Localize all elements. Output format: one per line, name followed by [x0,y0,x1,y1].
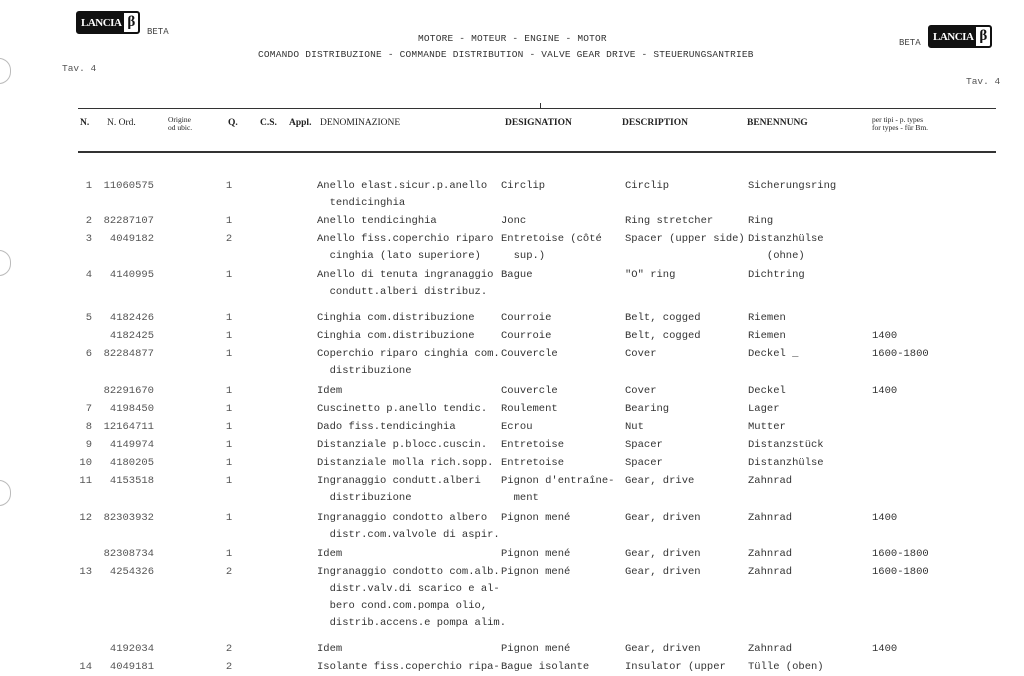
cell-order-number: 4049182 [109,233,154,245]
cell-quantity: 1 [225,512,233,524]
cell-benennung: Distanzhülse (ohne) [748,233,824,262]
plate-number-left: Tav. 4 [62,63,97,74]
cell-quantity: 1 [225,548,233,560]
cell-types: 1400 [872,512,898,524]
cell-denominazione: Distanziale molla rich.sopp. [317,457,494,469]
cell-description: Gear, driven [625,512,701,524]
lancia-logo-left [76,11,140,34]
cell-denominazione: Isolante fiss.coperchio ripa- [317,661,500,673]
cell-designation: Pignon mené [501,548,571,560]
cell-description: Nut [625,421,644,433]
model-label-left: BETA [147,27,169,37]
cell-denominazione: Idem [317,385,343,397]
cell-benennung: Distanzstück [748,439,824,451]
cell-quantity: 1 [225,348,233,360]
cell-item-number: 4 [85,269,92,281]
cell-item-number: 11 [79,475,92,487]
cell-benennung: Sicherungsring [748,180,837,192]
col-header-types [872,116,928,131]
cell-item-number: 5 [85,312,92,324]
cell-designation: Courroie [501,330,552,342]
cell-item-number: 12 [79,512,92,524]
col-header-designation: DESIGNATION [505,118,572,128]
table-header-rule [78,151,996,153]
binder-hole-mark [0,250,11,276]
cell-denominazione: Anello elast.sicur.p.anello tendicinghia [317,180,488,209]
col-header-origine [168,116,192,131]
cell-quantity: 2 [225,643,233,655]
cell-designation: Circlip [501,180,546,192]
cell-order-number: 4198450 [109,403,154,415]
section-title: MOTORE - MOTEUR - ENGINE - MOTOR [418,33,607,44]
cell-denominazione: Anello tendicinghia [317,215,437,227]
cell-quantity: 1 [225,180,233,192]
col-header-q: Q. [228,118,238,128]
binder-hole-mark [0,480,11,506]
cell-item-number: 1 [85,180,92,192]
cell-types: 1400 [872,643,898,655]
cell-quantity: 1 [225,215,233,227]
cell-benennung: Deckel _ [748,348,799,360]
model-label-right: BETA [899,38,921,48]
col-header-origine-line2: od ubic. [168,122,193,132]
cell-benennung: Dichtring [748,269,805,281]
cell-benennung: Zahnrad [748,475,793,487]
cell-item-number: 6 [85,348,92,360]
cell-types: 1600-1800 [872,348,929,360]
cell-description: Bearing [625,403,670,415]
binder-hole-mark [0,58,11,84]
cell-denominazione: Coperchio riparo cinghia com. distribuzione [317,348,500,377]
cell-order-number: 12164711 [103,421,154,433]
cell-description: Gear, driven [625,548,701,560]
cell-order-number: 4049181 [109,661,154,673]
cell-types: 1400 [872,330,898,342]
cell-benennung: Zahnrad [748,643,793,655]
col-header-description: DESCRIPTION [622,118,688,128]
cell-designation: Pignon mené [501,643,571,655]
cell-denominazione: Anello fiss.coperchio riparo cinghia (lato superiore) [317,233,494,262]
cell-description: Cover [625,348,657,360]
cell-designation: Entretoise [501,457,565,469]
cell-order-number: 4149974 [109,439,154,451]
cell-benennung: Lager [748,403,780,415]
cell-quantity: 1 [225,269,233,281]
cell-item-number: 8 [85,421,92,433]
cell-description: Circlip [625,180,670,192]
cell-order-number: 4182425 [109,330,154,342]
cell-benennung: Zahnrad [748,512,793,524]
cell-item-number: 2 [85,215,92,227]
cell-quantity: 1 [225,330,233,342]
cell-designation: Roulement [501,403,558,415]
cell-item-number: 10 [79,457,92,469]
cell-order-number: 4180205 [109,457,154,469]
cell-denominazione: Distanziale p.blocc.cuscin. [317,439,488,451]
cell-quantity: 2 [225,661,233,673]
cell-designation: Couvercle [501,385,558,397]
cell-denominazione: Idem [317,548,343,560]
cell-order-number: 82303932 [103,512,154,524]
cell-description: Belt, cogged [625,330,701,342]
cell-benennung: Riemen [748,312,786,324]
cell-description: Spacer (upper side) [625,233,745,245]
cell-benennung: Ring [748,215,774,227]
cell-benennung: Deckel [748,385,786,397]
section-subtitle: COMANDO DISTRIBUZIONE - COMMANDE DISTRIBUTION - VALVE GEAR DRIVE - STEUERUNGSANTRIEB [258,49,754,60]
col-header-benennung: BENENNUNG [747,118,808,128]
cell-order-number: 4182426 [109,312,154,324]
cell-denominazione: Cinghia com.distribuzione [317,312,475,324]
cell-types: 1600-1800 [872,566,929,578]
cell-description: Spacer [625,457,663,469]
cell-quantity: 2 [225,566,233,578]
cell-denominazione: Cuscinetto p.anello tendic. [317,403,488,415]
col-header-origine-line1: Origine [168,115,191,124]
cell-quantity: 1 [225,421,233,433]
cell-denominazione: Ingranaggio condotto com.alb. distr.valv.di scarico e al- bero cond.com.pompa olio, distrib.accens.e pompa alim. [317,566,507,629]
cell-designation: Bague [501,269,533,281]
lancia-wordmark: LANCIA [78,13,124,32]
cell-designation: Pignon d'entraîne- ment [501,475,615,504]
cell-types: 1400 [872,385,898,397]
beta-symbol-icon: β [979,28,988,44]
cell-denominazione: Idem [317,643,343,655]
cell-order-number: 82287107 [103,215,154,227]
cell-description: Cover [625,385,657,397]
cell-types: 1600-1800 [872,548,929,560]
cell-order-number: 82284877 [103,348,154,360]
tick-mark [540,103,541,109]
col-header-n: N. [80,118,90,128]
cell-quantity: 1 [225,312,233,324]
cell-benennung: Tülle (oben) [748,661,824,673]
cell-description: Spacer [625,439,663,451]
cell-order-number: 4140995 [109,269,154,281]
cell-denominazione: Ingranaggio condotto albero distr.com.valvole di aspir. [317,512,500,541]
cell-quantity: 1 [225,439,233,451]
cell-order-number: 82291670 [103,385,154,397]
cell-designation: Jonc [501,215,527,227]
cell-quantity: 1 [225,403,233,415]
col-header-denominazione: DENOMINAZIONE [320,118,401,128]
cell-order-number: 11060575 [103,180,154,192]
cell-quantity: 2 [225,233,233,245]
cell-description: Insulator (upper [625,661,726,673]
cell-benennung: Distanzhülse [748,457,824,469]
cell-designation: Entretoise [501,439,565,451]
cell-benennung: Riemen [748,330,786,342]
cell-order-number: 4254326 [109,566,154,578]
cell-designation: Pignon mené [501,512,571,524]
cell-order-number: 4192034 [109,643,154,655]
cell-designation: Pignon mené [501,566,571,578]
cell-item-number: 14 [79,661,92,673]
cell-description: "O" ring [625,269,676,281]
cell-benennung: Zahnrad [748,566,793,578]
cell-benennung: Zahnrad [748,548,793,560]
cell-denominazione: Anello di tenuta ingranaggio condutt.alberi distribuz. [317,269,494,298]
cell-item-number: 9 [85,439,92,451]
col-header-n-ord: N. Ord. [107,118,136,128]
cell-designation: Ecrou [501,421,533,433]
col-header-appl: Appl. [289,118,312,128]
cell-order-number: 82308734 [103,548,154,560]
cell-description: Gear, drive [625,475,695,487]
plate-number-right: Tav. 4 [966,76,1001,87]
cell-item-number: 7 [85,403,92,415]
cell-quantity: 1 [225,457,233,469]
table-top-rule [78,108,996,109]
cell-description: Ring stretcher [625,215,714,227]
cell-designation: Couvercle [501,348,558,360]
cell-quantity: 1 [225,475,233,487]
cell-denominazione: Dado fiss.tendicinghia [317,421,456,433]
cell-denominazione: Cinghia com.distribuzione [317,330,475,342]
cell-designation: Courroie [501,312,552,324]
cell-designation: Bague isolante [501,661,590,673]
cell-description: Gear, driven [625,643,701,655]
cell-designation: Entretoise (côté sup.) [501,233,602,262]
cell-item-number: 13 [79,566,92,578]
cell-description: Gear, driven [625,566,701,578]
beta-symbol-icon: β [127,14,136,30]
cell-order-number: 4153518 [109,475,154,487]
cell-item-number: 3 [85,233,92,245]
col-header-types-line2: for types - für Bm. [872,122,929,132]
cell-description: Belt, cogged [625,312,701,324]
cell-denominazione: Ingranaggio condutt.alberi distribuzione [317,475,481,504]
lancia-logo-right [928,25,992,48]
col-header-types-line1: per tipi - p. types [872,115,924,124]
col-header-cs: C.S. [260,118,277,128]
cell-benennung: Mutter [748,421,786,433]
cell-quantity: 1 [225,385,233,397]
lancia-wordmark: LANCIA [930,27,976,46]
